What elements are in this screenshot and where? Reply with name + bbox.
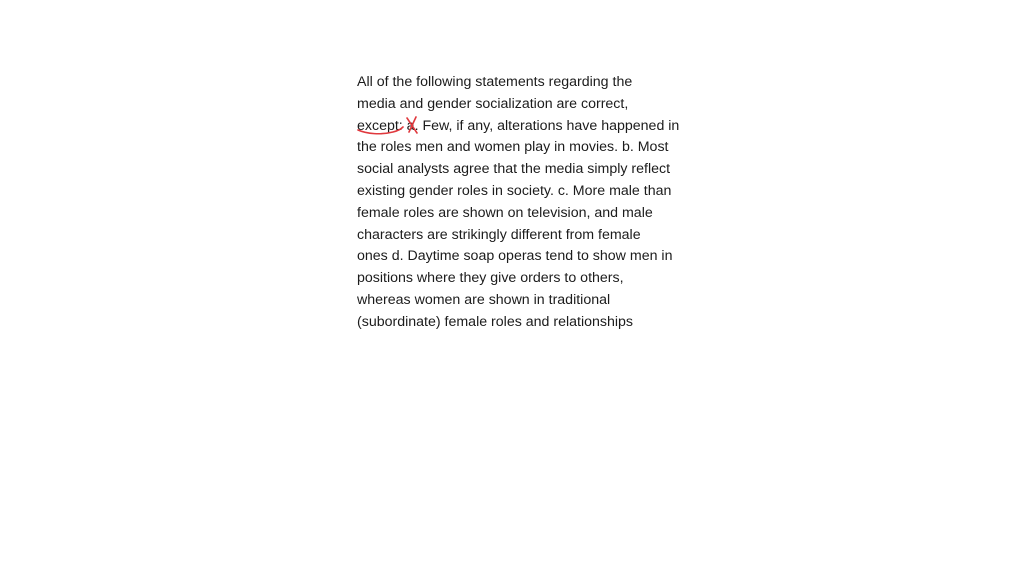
question-line: All of the following statements regarding the xyxy=(357,74,633,90)
question-line: female roles are shown on television, and male xyxy=(357,204,653,221)
question-line: ones d. Daytime soap operas tend to show men in xyxy=(357,248,673,265)
question-line: media and gender socialization are correct, xyxy=(357,95,629,112)
question-line: positions where they give orders to others, xyxy=(357,270,624,287)
question-line: whereas women are shown in traditional xyxy=(357,291,611,308)
question-line: except: a. Few, if any, alterations have happened in xyxy=(357,117,680,134)
question-text xyxy=(357,72,687,334)
question-line: social analysts agree that the media simply reflect xyxy=(357,161,671,178)
question-line: existing gender roles in society. c. More male than xyxy=(357,182,672,199)
question-line: characters are strikingly different from female xyxy=(357,226,641,243)
question-line: the roles men and women play in movies. b. Most xyxy=(357,139,669,156)
question-line: (subordinate) female roles and relationships xyxy=(357,313,634,330)
